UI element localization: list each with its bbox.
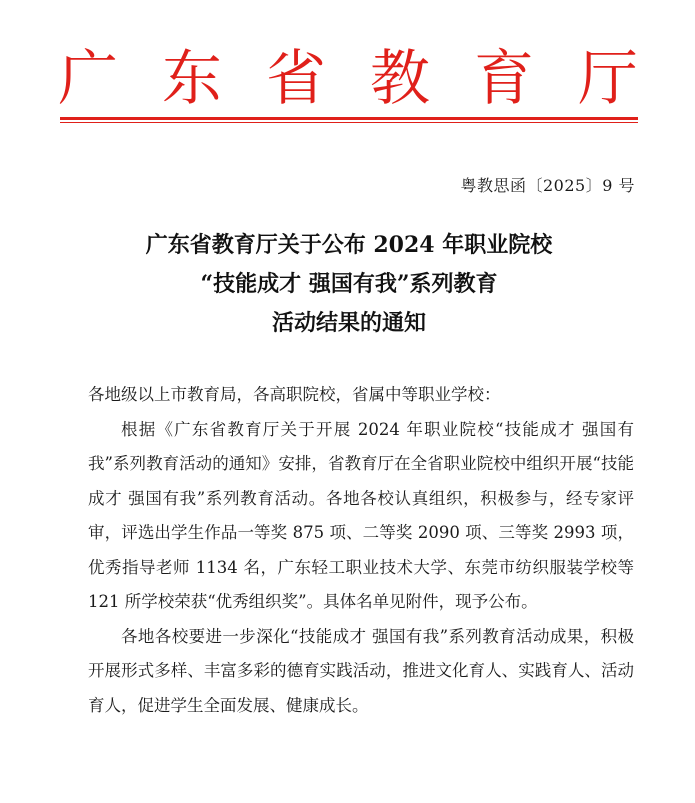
letterhead-title	[58, 44, 638, 114]
paragraph-1: 根据《广东省教育厅关于开展 2024 年职业院校“技能成才 强国有我”系列教育活动的通知》安排，省教育厅在全省职业院校中组织开展“技能成才 强国有我”系列教育活动。各地各校认真组织，积极参与，经专家评审，评选出学生作品一等奖 875 项、二等奖 2090 项、三等奖 2993 项，优秀指导老师 1134 名，广东轻工职业技术大学、东莞市纺织服装学校等 121 所学校荣获“优秀组织奖”。具体名单见附件，现予公布。	[88, 419, 634, 611]
letterhead	[0, 44, 695, 114]
document-title	[60, 226, 638, 343]
letterhead-char: 教	[370, 44, 430, 114]
letterhead-char: 省	[266, 44, 326, 114]
letterhead-char: 厅	[578, 44, 638, 114]
salutation: 各地级以上市教育局，各高职院校，省属中等职业学校：	[88, 385, 501, 404]
document-number: 粤教思函〔2025〕9 号	[460, 176, 635, 195]
title-line-3: 活动结果的通知	[271, 310, 426, 336]
letterhead-char: 东	[162, 44, 222, 114]
paragraph-2: 各地各校要进一步深化“技能成才 强国有我”系列教育活动成果，积极开展形式多样、丰富多彩的德育实践活动，推进文化育人、实践育人、活动育人，促进学生全面发展、健康成长。	[88, 626, 634, 715]
document-body	[88, 378, 634, 723]
letterhead-divider-thick	[60, 117, 638, 120]
title-line-1: 广东省教育厅关于公布 2024 年职业院校	[145, 232, 553, 258]
letterhead-divider-thin	[60, 122, 638, 123]
title-line-2: “技能成才 强国有我”系列教育	[200, 271, 498, 297]
letterhead-char: 育	[474, 44, 534, 114]
letterhead-char: 广	[58, 44, 118, 114]
